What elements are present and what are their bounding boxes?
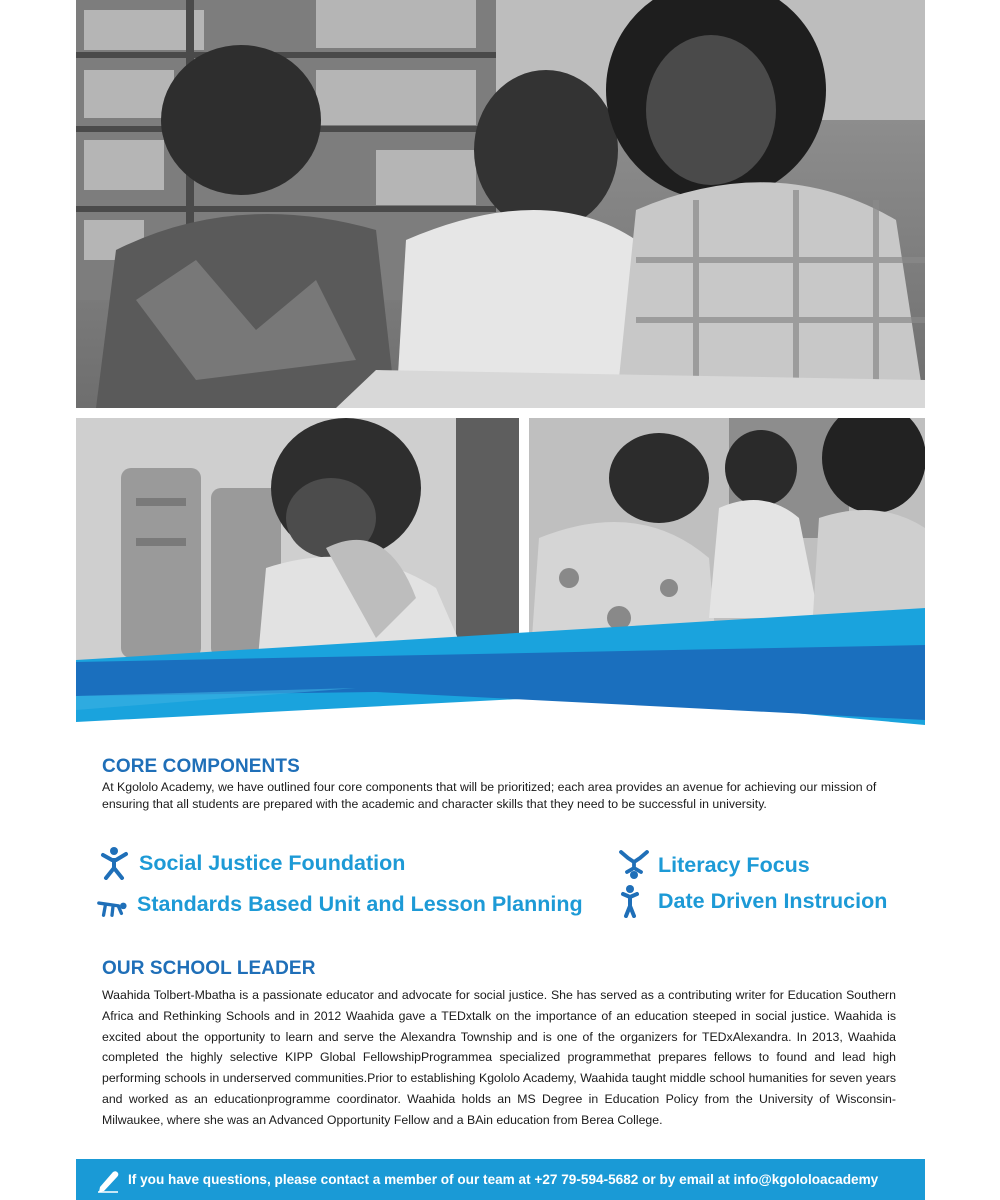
component-standards-based (96, 887, 583, 921)
component-literacy-focus (618, 848, 810, 882)
blue-wave-banner (76, 600, 925, 725)
standing-figure-icon (618, 884, 650, 918)
component-label: Literacy Focus (658, 852, 810, 877)
component-label: Standards Based Unit and Lesson Planning (137, 891, 583, 916)
handstand-figure-icon (618, 848, 650, 882)
component-label: Social Justice Foundation (139, 850, 406, 875)
core-components-title: CORE COMPONENTS (102, 756, 300, 777)
pencil-icon (96, 1167, 122, 1193)
component-social-justice (100, 846, 405, 880)
stretching-figure-icon (96, 887, 128, 921)
contact-text: If you have questions, please contact a member of our team at +27 79-594-5682 or by email at info@kgololoacademy (128, 1172, 879, 1187)
top-photo (76, 0, 925, 408)
school-leader-title: OUR SCHOOL LEADER (102, 958, 316, 979)
school-leader-bio: Waahida Tolbert-Mbatha is a passionate educator and advocate for social justice. She has served as a contributing writer for Education Southern Africa and Rethinking Schools and in 2012 Waahida gave a TEDxtalk on the importance of an education steeped in social justice. Waahida is excited about the opportunity to learn and serve the Alexandra Township and is one of the organizers for TEDxAlexandra. In 2013, Waahida completed the highly selective KIPP Global FellowshipProgrammea specialized programmethat prepares fellows to found and lead high performing schools in underserved communities.Prior to establishing Kgololo Academy, Waahida taught middle school humanities for seven years and worked as an educationprogramme coordinator. Waahida holds an MS Degree in Education Policy from the University of Wisconsin-Milwaukee, where she was an Advanced Opportunity Fellow and a BAin education from Berea College. (102, 988, 896, 1127)
jumping-figure-icon (100, 846, 132, 880)
component-label: Date Driven Instrucion (658, 888, 888, 913)
core-components-intro: At Kgololo Academy, we have outlined four core components that will be prioritized; each area provides an avenue for achieving our mission of ensuring that all students are prepared with the academic and character skills that they need to be successful in university. (102, 780, 877, 811)
component-data-driven (618, 884, 887, 918)
contact-bar (76, 1159, 925, 1200)
